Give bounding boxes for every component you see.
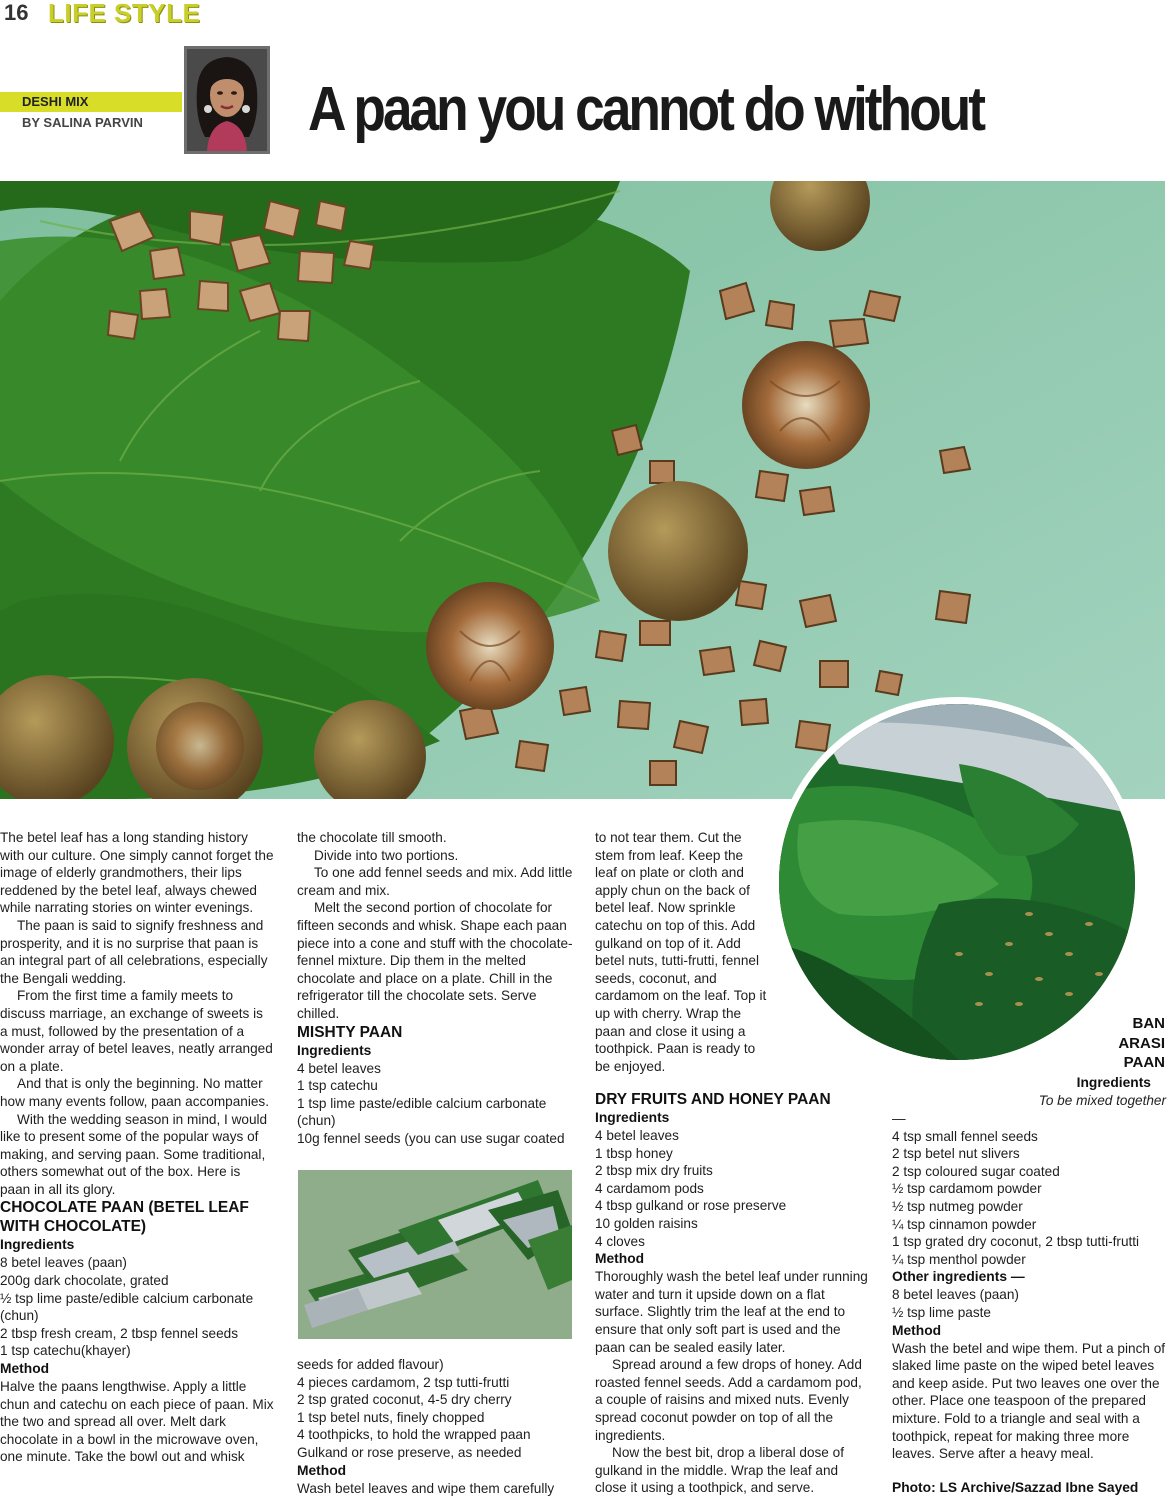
ingredient-item: 8 betel leaves (paan) xyxy=(892,1287,1019,1303)
ingredient-item: 1 tsp grated dry coconut, 2 tbsp tutti-frutti xyxy=(892,1234,1140,1250)
title-line: BAN xyxy=(1132,1015,1165,1032)
ingredient-item: ¼ tsp cinnamon powder xyxy=(892,1216,1037,1232)
inset-photo-ban-arasi-paan xyxy=(772,697,1142,1067)
page-number: 16 xyxy=(4,0,29,25)
method-paragraph: Wash the betel and wipe them. Put a pinch of slaked lime paste on the wiped betel leaves and keep aside. Put two leaves one over the other. Place one teaspoon of the prepared mixture. Fold to a triangle and seal with a toothpick, repeat for making three more leaves. Serve after a heavy meal. xyxy=(892,1340,1166,1462)
ingredient-item: 4 pieces cardamom, 2 tsp tutti-frutti xyxy=(297,1374,510,1390)
ingredient-item: 4 toothpicks, to hold the wrapped paan xyxy=(297,1427,531,1443)
article-column-4 xyxy=(892,1110,1168,1463)
article-column-2-top xyxy=(297,829,573,1148)
ingredient-item: ½ tsp nutmeg powder xyxy=(892,1198,1023,1214)
title-line: PAAN xyxy=(1123,1054,1165,1071)
author-photo xyxy=(184,46,270,154)
ingredient-item: 1 tsp betel nuts, finely chopped xyxy=(297,1409,485,1425)
ingredient-item: 4 betel leaves xyxy=(595,1128,679,1143)
headline: A paan you cannot do without xyxy=(308,75,983,144)
photo-wrapped-paan-in-silver-foil xyxy=(298,1170,572,1339)
method-heading: Method xyxy=(892,1322,942,1338)
ingredient-item: 4 betel leaves xyxy=(297,1060,381,1076)
ingredient-item: ½ tsp cardamom powder xyxy=(892,1181,1042,1197)
method-paragraph: the chocolate till smooth. xyxy=(297,830,447,845)
recipe-title-ban-arasi-paan xyxy=(1118,1014,1165,1073)
title-line: ARASI xyxy=(1118,1034,1165,1052)
section-name: LIFE STYLE xyxy=(48,0,201,28)
ingredient-item: ¼ tsp menthol powder xyxy=(892,1251,1026,1267)
method-heading: Method xyxy=(595,1251,645,1267)
ingredient-item: 2 tbsp mix dry fruits xyxy=(595,1163,713,1179)
ingredients-heading: Ingredients xyxy=(1076,1075,1151,1090)
recipe-title-chocolate-paan: CHOCOLATE PAAN (BETEL LEAF WITH CHOCOLATE) xyxy=(0,1199,249,1236)
mix-note: To be mixed together xyxy=(1038,1093,1166,1108)
ingredient-item: 4 cardamom pods xyxy=(595,1180,704,1196)
article-column-2-bottom xyxy=(297,1356,573,1497)
ingredient-item: 4 tbsp gulkand or rose preserve xyxy=(595,1198,787,1214)
dash: — xyxy=(892,1111,906,1126)
ingredient-item: 8 betel leaves (paan) xyxy=(0,1255,127,1271)
ingredients-heading: Ingredients xyxy=(595,1110,670,1125)
ingredient-item: 2 tbsp fresh cream, 2 tbsp fennel seeds xyxy=(0,1325,239,1341)
ingredient-item: seeds for added flavour) xyxy=(297,1357,444,1372)
method-paragraph: Spread around a few drops of honey. Add roasted fennel seeds. Add a cardamom pod, a couple of raisins and mixed nuts. Evenly spread coconut powder on top of all the ingredients. xyxy=(595,1357,862,1443)
article-column-3-bottom xyxy=(595,1090,871,1497)
recipe-title-dry-fruits-honey-paan: DRY FRUITS AND HONEY PAAN xyxy=(595,1091,831,1108)
article-column-1 xyxy=(0,829,274,1466)
ingredient-item: 200g dark chocolate, grated xyxy=(0,1273,169,1289)
ingredient-item: 2 tsp grated coconut, 4-5 dry cherry xyxy=(297,1392,512,1408)
ingredient-item: 2 tsp coloured sugar coated xyxy=(892,1163,1060,1179)
ingredient-item: 4 cloves xyxy=(595,1233,645,1249)
method-paragraph: Melt the second portion of chocolate for fifteen seconds and whisk. Shape each paan piece into a cone and stuff with the chocolate-fennel mixture. Dip them in the melted chocolate and place on a plate. Chill in the refrigerator till the chocolate sets. Serve chilled. xyxy=(297,900,573,1021)
intro-paragraph: The paan is said to signify freshness and prosperity, and it is no surprise that paan is an integral part of all celebrations, especially the Bengali wedding. xyxy=(0,917,268,986)
recipe-title-mishty-paan: MISHTY PAAN xyxy=(297,1023,403,1041)
ingredient-item: 1 tsp catechu xyxy=(297,1078,378,1094)
method-paragraph: Wash betel leaves and wipe them carefully xyxy=(297,1480,555,1496)
intro-paragraph: The betel leaf has a long standing history with our culture. One simply cannot forget the image of elderly grandmothers, their lips reddened by the betel leaf, always chewed while narrating stories on winter evenings. xyxy=(0,830,274,916)
ingredient-item: 4 tsp small fennel seeds xyxy=(892,1128,1038,1144)
ingredients-heading: Ingredients xyxy=(297,1042,372,1058)
byline: BY SALINA PARVIN xyxy=(22,115,143,130)
intro-paragraph: With the wedding season in mind, I would like to present some of the popular ways of making, and serving paan. Some traditional, others somewhat out of the box. Here is paan in all its glory. xyxy=(0,1111,268,1197)
ingredient-item: 10g fennel seeds (you can use sugar coated xyxy=(297,1130,565,1146)
ingredient-item: 1 tsp lime paste/edible calcium carbonate (chun) xyxy=(297,1095,547,1129)
method-paragraph: To one add fennel seeds and mix. Add little cream and mix. xyxy=(297,865,573,898)
method-paragraph: Thoroughly wash the betel leaf under running water and turn it upside down on a flat surface. Slightly trim the leaf at the end to ensure that only soft part is used and the paan can be sealed easily later. xyxy=(595,1269,868,1355)
method-heading: Method xyxy=(297,1462,347,1478)
intro-paragraph: And that is only the beginning. No matter how many events follow, paan accompanies. xyxy=(0,1076,270,1109)
method-paragraph: Divide into two portions. xyxy=(314,847,459,863)
photo-credit: Photo: LS Archive/Sazzad Ibne Sayed xyxy=(892,1480,1139,1495)
ingredient-item: 1 tbsp honey xyxy=(595,1145,673,1161)
ingredient-item: 2 tsp betel nut slivers xyxy=(892,1146,1020,1162)
ingredient-item: 1 tsp catechu(khayer) xyxy=(0,1343,131,1359)
intro-paragraph: From the first time a family meets to discuss marriage, an exchange of sweets is a must, followed by the presentation of a wonder array of betel leaves, neatly arranged on a plate. xyxy=(0,988,273,1074)
ingredient-item: Gulkand or rose preserve, as needed xyxy=(297,1444,522,1460)
ingredient-item: ½ tsp lime paste/edible calcium carbonate (chun) xyxy=(0,1290,254,1324)
ingredients-heading: Ingredients xyxy=(0,1237,75,1253)
column-name: DESHI MIX xyxy=(22,94,89,109)
ingredient-item: 10 golden raisins xyxy=(595,1215,698,1231)
ingredient-item: ½ tsp lime paste xyxy=(892,1304,991,1320)
method-paragraph: Now the best bit, drop a liberal dose of gulkand in the middle. Wrap the leaf and close it using a toothpick, and serve. xyxy=(595,1445,844,1496)
method-paragraph: Halve the paans lengthwise. Apply a little chun and catechu on each piece of paan. Mix the two and spread all over. Melt dark chocolate in a bowl in the microwave oven, one minute. Take the bowl out and whisk xyxy=(0,1379,274,1465)
other-ingredients-heading: Other ingredients — xyxy=(892,1269,1025,1285)
method-heading: Method xyxy=(0,1361,50,1377)
method-paragraph: to not tear them. Cut the stem from leaf. Keep the leaf on plate or cloth and apply chun on the back of betel leaf. Now sprinkle catechu on top of this. Add gulkand on top of it. Add betel nuts, tutti-frutti, fennel seeds, coconut, and cardamom on the leaf. Top it up with cherry. Wrap the paan and close it using a toothpick. Paan is ready to be enjoyed. xyxy=(595,830,767,1074)
article-column-3-top xyxy=(595,829,767,1075)
